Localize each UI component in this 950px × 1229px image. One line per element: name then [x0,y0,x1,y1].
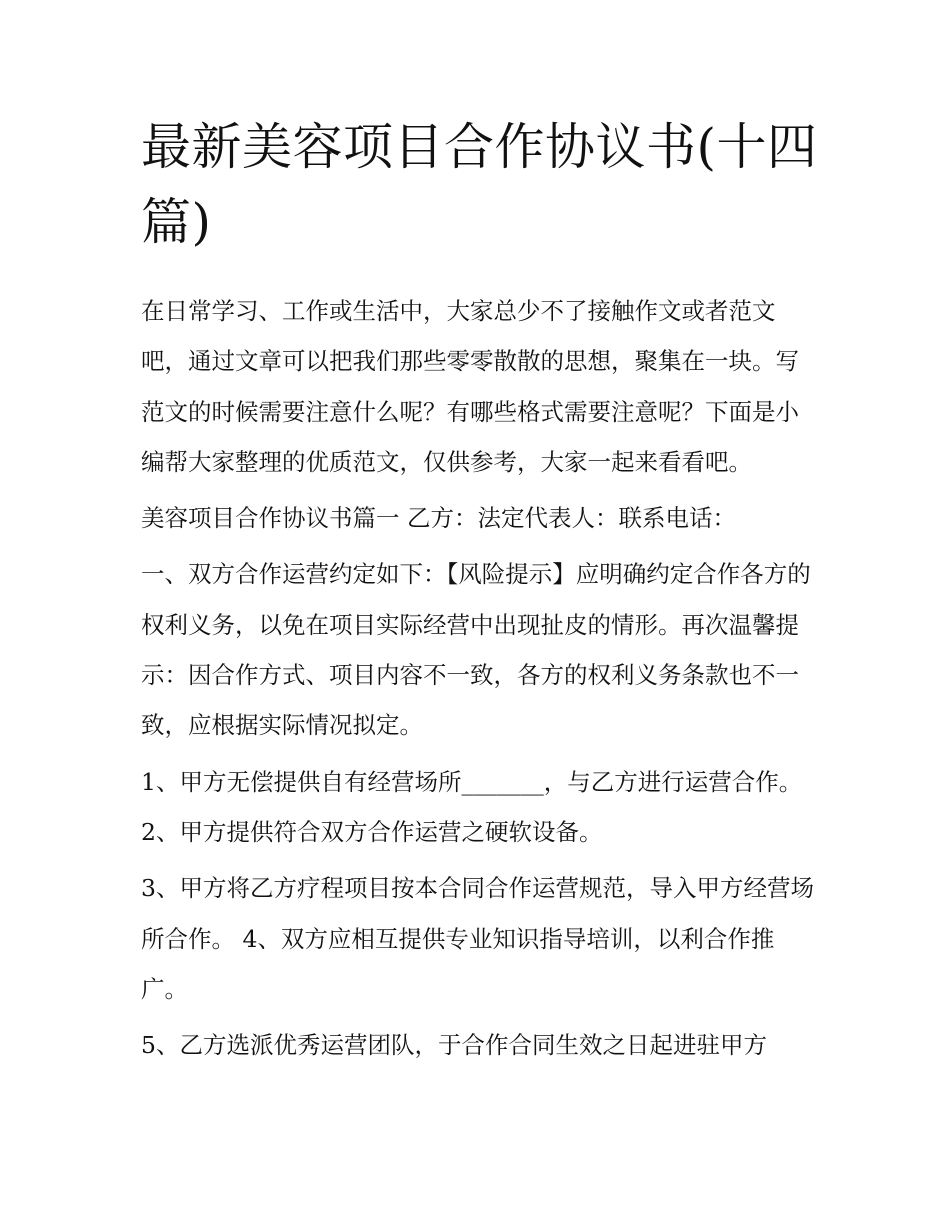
document-title: 最新美容项目合作协议书(十四篇) [141,118,818,251]
section-heading-paragraph: 美容项目合作协议书篇一 乙方：法定代表人：联系电话： [141,504,736,533]
document-body [141,286,821,1070]
intro-paragraph: 在日常学习、工作或生活中，大家总少不了接触作文或者范文吧，通过文章可以把我们那些零零散散的思想，聚集在一块。写范文的时候需要注意什么呢？有哪些格式需要注意呢？下面是小编帮大家整理的优质范文，仅供参考，大家一起来看看吧。 [141,297,799,476]
document-page [141,110,821,1076]
clause-item-5: 5、乙方选派优秀运营团队，于合作合同生效之日起进驻甲方 [141,1031,767,1060]
clause-1-paragraph: 一、双方合作运营约定如下：【风险提示】应明确约定合作各方的权利义务，以免在项目实际经营中出现扯皮的情形。再次温馨提示：因合作方式、项目内容不一致，各方的权利义务条款也不一致，应根据实际情况拟定。 [141,560,811,740]
clause-item-3-4: 3、甲方将乙方疗程项目按本合同合作运营规范，导入甲方经营场所合作。 4、双方应相互提供专业知识指导培训，以利合作推广。 [141,874,814,1003]
clause-item-1-2: 1、甲方无偿提供自有经营场所_______，与乙方进行运营合作。 2、甲方提供符合双方合作运营之硬软设备。 [141,767,803,846]
